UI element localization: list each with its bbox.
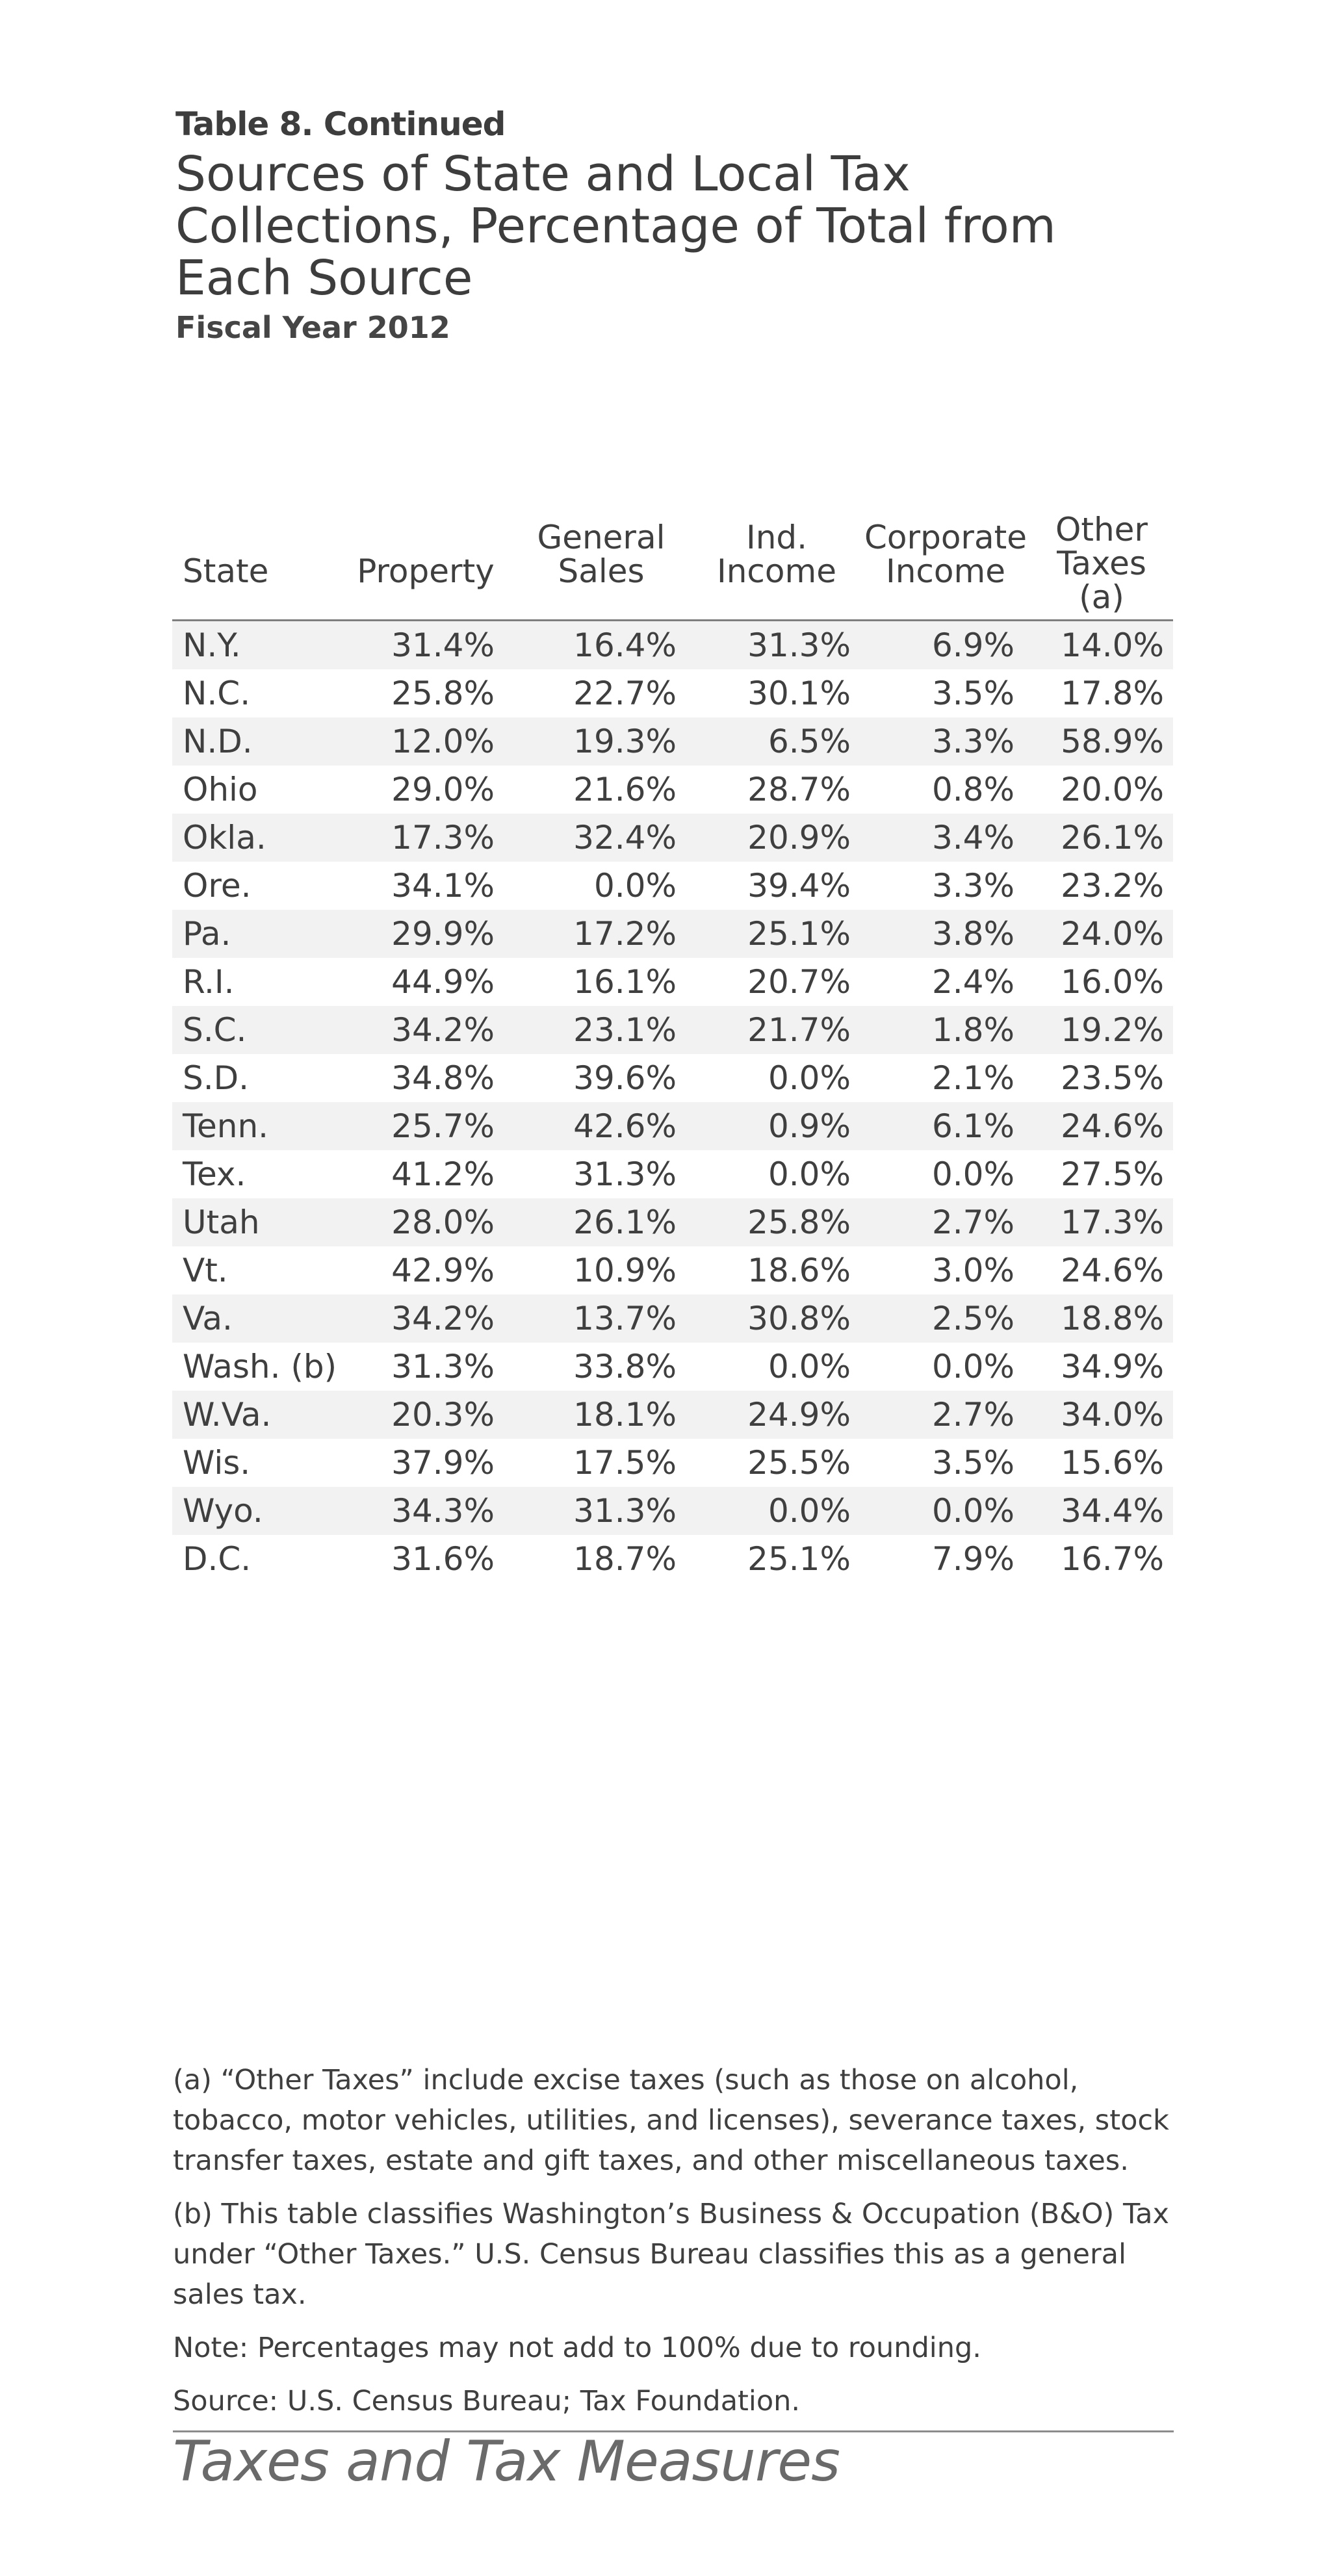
table-row — [172, 1006, 1173, 1054]
state-cell: N.D. — [172, 717, 341, 766]
corporate-income-cell: 7.9% — [931, 1540, 1014, 1578]
table-row — [172, 814, 1173, 862]
state-cell: Va. — [172, 1294, 341, 1343]
table-header-row — [172, 478, 1173, 621]
page-header — [175, 104, 1176, 347]
ind-income-cell: 0.0% — [768, 1155, 851, 1193]
column-header-corporate-income-line1: Corporate — [864, 519, 1027, 556]
state-cell: Utah — [172, 1198, 341, 1246]
general-sales-cell: 21.6% — [573, 771, 677, 808]
footnote-b: (b) This table classifies Washington’s Business & Occupation (B&O) Tax under “Other Taxes.” U.S. Census Bureau classifies this as a general sales tax. — [173, 2198, 1169, 2311]
property-cell: 20.3% — [341, 1391, 510, 1439]
table-row — [172, 1294, 1173, 1343]
state-cell: S.C. — [172, 1006, 341, 1054]
other-taxes-cell: 58.9% — [1030, 717, 1173, 766]
corporate-income-cell: 3.3% — [861, 717, 1030, 766]
corporate-income-cell: 3.0% — [931, 1252, 1014, 1289]
general-sales-cell: 18.1% — [510, 1391, 692, 1439]
property-cell: 34.8% — [391, 1059, 495, 1097]
table-label: Table 8. Continued — [175, 105, 506, 143]
general-sales-cell: 31.3% — [573, 1155, 677, 1193]
other-taxes-cell: 27.5% — [1061, 1155, 1164, 1193]
other-taxes-cell: 16.7% — [1061, 1540, 1164, 1578]
property-cell: 25.8% — [391, 675, 495, 712]
page-subtitle: Fiscal Year 2012 — [175, 310, 450, 345]
general-sales-cell: 17.5% — [573, 1444, 677, 1482]
ind-income-cell: 25.8% — [692, 1198, 861, 1246]
table-row — [172, 1198, 1173, 1246]
column-header-corporate-income — [861, 478, 1030, 621]
general-sales-cell: 42.6% — [510, 1102, 692, 1150]
property-cell: 34.1% — [391, 867, 495, 905]
general-sales-cell: 13.7% — [510, 1294, 692, 1343]
corporate-income-cell: 2.1% — [931, 1059, 1014, 1097]
general-sales-cell: 17.2% — [510, 910, 692, 958]
table-row — [172, 1054, 1173, 1102]
property-cell: 29.9% — [341, 910, 510, 958]
state-cell: N.Y. — [172, 621, 341, 670]
state-cell: Vt. — [183, 1252, 228, 1289]
table-header — [172, 478, 1173, 621]
table-body — [172, 621, 1173, 1584]
state-cell: R.I. — [183, 963, 235, 1001]
column-header-general-sales-line2: Sales — [558, 552, 645, 590]
rounding-note: Note: Percentages may not add to 100% due to rounding. — [173, 2332, 981, 2364]
property-cell: 42.9% — [391, 1252, 495, 1289]
column-header-ind-income-line2: Income — [717, 552, 836, 590]
general-sales-cell: 31.3% — [510, 1487, 692, 1535]
general-sales-cell: 23.1% — [510, 1006, 692, 1054]
table-row — [172, 958, 1173, 1006]
state-cell: N.C. — [183, 675, 251, 712]
ind-income-cell: 20.7% — [747, 963, 851, 1001]
property-cell: 12.0% — [341, 717, 510, 766]
table-row — [172, 910, 1173, 958]
other-taxes-cell: 23.5% — [1061, 1059, 1164, 1097]
property-cell: 44.9% — [391, 963, 495, 1001]
ind-income-cell: 30.8% — [692, 1294, 861, 1343]
state-cell: Ohio — [183, 771, 258, 808]
property-cell: 28.0% — [341, 1198, 510, 1246]
corporate-income-cell: 2.7% — [861, 1198, 1030, 1246]
table-notes — [173, 2060, 1187, 2434]
ind-income-cell: 25.5% — [747, 1444, 851, 1482]
state-cell: Tex. — [183, 1155, 246, 1193]
column-header-state — [172, 478, 341, 621]
table-row — [172, 1391, 1173, 1439]
property-cell: 31.4% — [341, 621, 510, 670]
general-sales-cell: 32.4% — [510, 814, 692, 862]
corporate-income-cell: 0.0% — [931, 1348, 1014, 1385]
corporate-income-cell: 2.4% — [931, 963, 1014, 1001]
state-cell: Wash. (b) — [183, 1348, 337, 1385]
column-header-general-sales-line1: General — [537, 519, 666, 556]
ind-income-cell: 18.6% — [747, 1252, 851, 1289]
other-taxes-cell: 24.6% — [1030, 1102, 1173, 1150]
general-sales-cell: 26.1% — [510, 1198, 692, 1246]
column-header-corporate-income-line2: Income — [886, 552, 1005, 590]
corporate-income-cell: 0.8% — [931, 771, 1014, 808]
corporate-income-cell: 1.8% — [861, 1006, 1030, 1054]
ind-income-cell: 20.9% — [692, 814, 861, 862]
column-header-property-label: Property — [357, 552, 495, 590]
other-taxes-cell: 26.1% — [1030, 814, 1173, 862]
other-taxes-cell: 24.6% — [1061, 1252, 1164, 1289]
general-sales-cell: 33.8% — [573, 1348, 677, 1385]
property-cell: 34.2% — [341, 1294, 510, 1343]
corporate-income-cell: 6.1% — [861, 1102, 1030, 1150]
corporate-income-cell: 0.0% — [861, 1487, 1030, 1535]
column-header-ind-income — [692, 478, 861, 621]
column-header-other-taxes-line2: Taxes — [1057, 545, 1146, 582]
table-row — [172, 1439, 1173, 1487]
general-sales-cell: 22.7% — [573, 675, 677, 712]
general-sales-cell: 16.4% — [510, 621, 692, 670]
ind-income-cell: 31.3% — [692, 621, 861, 670]
ind-income-cell: 21.7% — [692, 1006, 861, 1054]
general-sales-cell: 18.7% — [573, 1540, 677, 1578]
page-title: Sources of State and Local Tax Collections, Percentage of Total from Each Source — [175, 146, 1056, 306]
ind-income-cell: 0.0% — [692, 1487, 861, 1535]
property-cell: 29.0% — [391, 771, 495, 808]
general-sales-cell: 16.1% — [573, 963, 677, 1001]
corporate-income-cell: 3.5% — [931, 675, 1014, 712]
corporate-income-cell: 3.4% — [861, 814, 1030, 862]
table-row — [172, 669, 1173, 717]
other-taxes-cell: 14.0% — [1030, 621, 1173, 670]
state-cell: Wis. — [183, 1444, 251, 1482]
column-header-property — [341, 478, 510, 621]
table-row — [172, 1150, 1173, 1198]
tax-sources-table-container — [172, 478, 1173, 1583]
ind-income-cell: 25.1% — [692, 910, 861, 958]
table-row — [172, 766, 1173, 814]
other-taxes-cell: 34.0% — [1030, 1391, 1173, 1439]
general-sales-cell: 19.3% — [510, 717, 692, 766]
table-row — [172, 717, 1173, 766]
corporate-income-cell: 3.3% — [931, 867, 1014, 905]
corporate-income-cell: 0.0% — [931, 1155, 1014, 1193]
table-row — [172, 1246, 1173, 1294]
state-cell: Okla. — [172, 814, 341, 862]
column-header-other-taxes-line3: (a) — [1079, 578, 1124, 616]
other-taxes-cell: 19.2% — [1030, 1006, 1173, 1054]
column-header-other-taxes-line1: Other — [1055, 511, 1148, 548]
other-taxes-cell: 16.0% — [1061, 963, 1164, 1001]
state-cell: Tenn. — [172, 1102, 341, 1150]
corporate-income-cell: 2.7% — [861, 1391, 1030, 1439]
footer-section-title: Taxes and Tax Measures — [173, 2429, 840, 2494]
other-taxes-cell: 20.0% — [1061, 771, 1164, 808]
state-cell: Ore. — [183, 867, 252, 905]
property-cell: 31.3% — [391, 1348, 495, 1385]
ind-income-cell: 6.5% — [692, 717, 861, 766]
column-header-other-taxes — [1030, 478, 1173, 621]
corporate-income-cell: 3.8% — [861, 910, 1030, 958]
ind-income-cell: 30.1% — [747, 675, 851, 712]
general-sales-cell: 10.9% — [573, 1252, 677, 1289]
source-note: Source: U.S. Census Bureau; Tax Foundation. — [173, 2385, 801, 2417]
property-cell: 34.2% — [341, 1006, 510, 1054]
table-row — [172, 1487, 1173, 1535]
column-header-state-label: State — [183, 552, 269, 590]
property-cell: 37.9% — [391, 1444, 495, 1482]
ind-income-cell: 28.7% — [747, 771, 851, 808]
other-taxes-cell: 17.8% — [1061, 675, 1164, 712]
property-cell: 31.6% — [391, 1540, 495, 1578]
state-cell: Pa. — [172, 910, 341, 958]
other-taxes-cell: 18.8% — [1030, 1294, 1173, 1343]
ind-income-cell: 24.9% — [692, 1391, 861, 1439]
table-row — [172, 1535, 1173, 1583]
ind-income-cell: 0.9% — [692, 1102, 861, 1150]
state-cell: Wyo. — [172, 1487, 341, 1535]
corporate-income-cell: 3.5% — [931, 1444, 1014, 1482]
property-cell: 17.3% — [341, 814, 510, 862]
state-cell: W.Va. — [172, 1391, 341, 1439]
other-taxes-cell: 23.2% — [1061, 867, 1164, 905]
other-taxes-cell: 24.0% — [1030, 910, 1173, 958]
state-cell: D.C. — [183, 1540, 252, 1578]
general-sales-cell: 0.0% — [593, 867, 677, 905]
corporate-income-cell: 2.5% — [861, 1294, 1030, 1343]
general-sales-cell: 39.6% — [573, 1059, 677, 1097]
property-cell: 41.2% — [391, 1155, 495, 1193]
column-header-general-sales — [510, 478, 692, 621]
table-row — [172, 862, 1173, 910]
other-taxes-cell: 34.4% — [1030, 1487, 1173, 1535]
ind-income-cell: 0.0% — [768, 1059, 851, 1097]
ind-income-cell: 0.0% — [768, 1348, 851, 1385]
other-taxes-cell: 34.9% — [1061, 1348, 1164, 1385]
state-cell: S.D. — [183, 1059, 250, 1097]
table-row — [172, 1343, 1173, 1391]
other-taxes-cell: 17.3% — [1030, 1198, 1173, 1246]
ind-income-cell: 25.1% — [747, 1540, 851, 1578]
column-header-ind-income-line1: Ind. — [745, 519, 808, 556]
footnote-a: (a) “Other Taxes” include excise taxes (such as those on alcohol, tobacco, motor vehicles, utilities, and licenses), severance taxes, stock transfer taxes, estate and gift taxes, and other miscellaneous taxes. — [173, 2064, 1169, 2177]
table-row — [172, 1102, 1173, 1150]
ind-income-cell: 39.4% — [747, 867, 851, 905]
other-taxes-cell: 15.6% — [1061, 1444, 1164, 1482]
tax-sources-table — [172, 478, 1173, 1583]
property-cell: 34.3% — [341, 1487, 510, 1535]
corporate-income-cell: 6.9% — [861, 621, 1030, 670]
table-row — [172, 621, 1173, 670]
property-cell: 25.7% — [341, 1102, 510, 1150]
